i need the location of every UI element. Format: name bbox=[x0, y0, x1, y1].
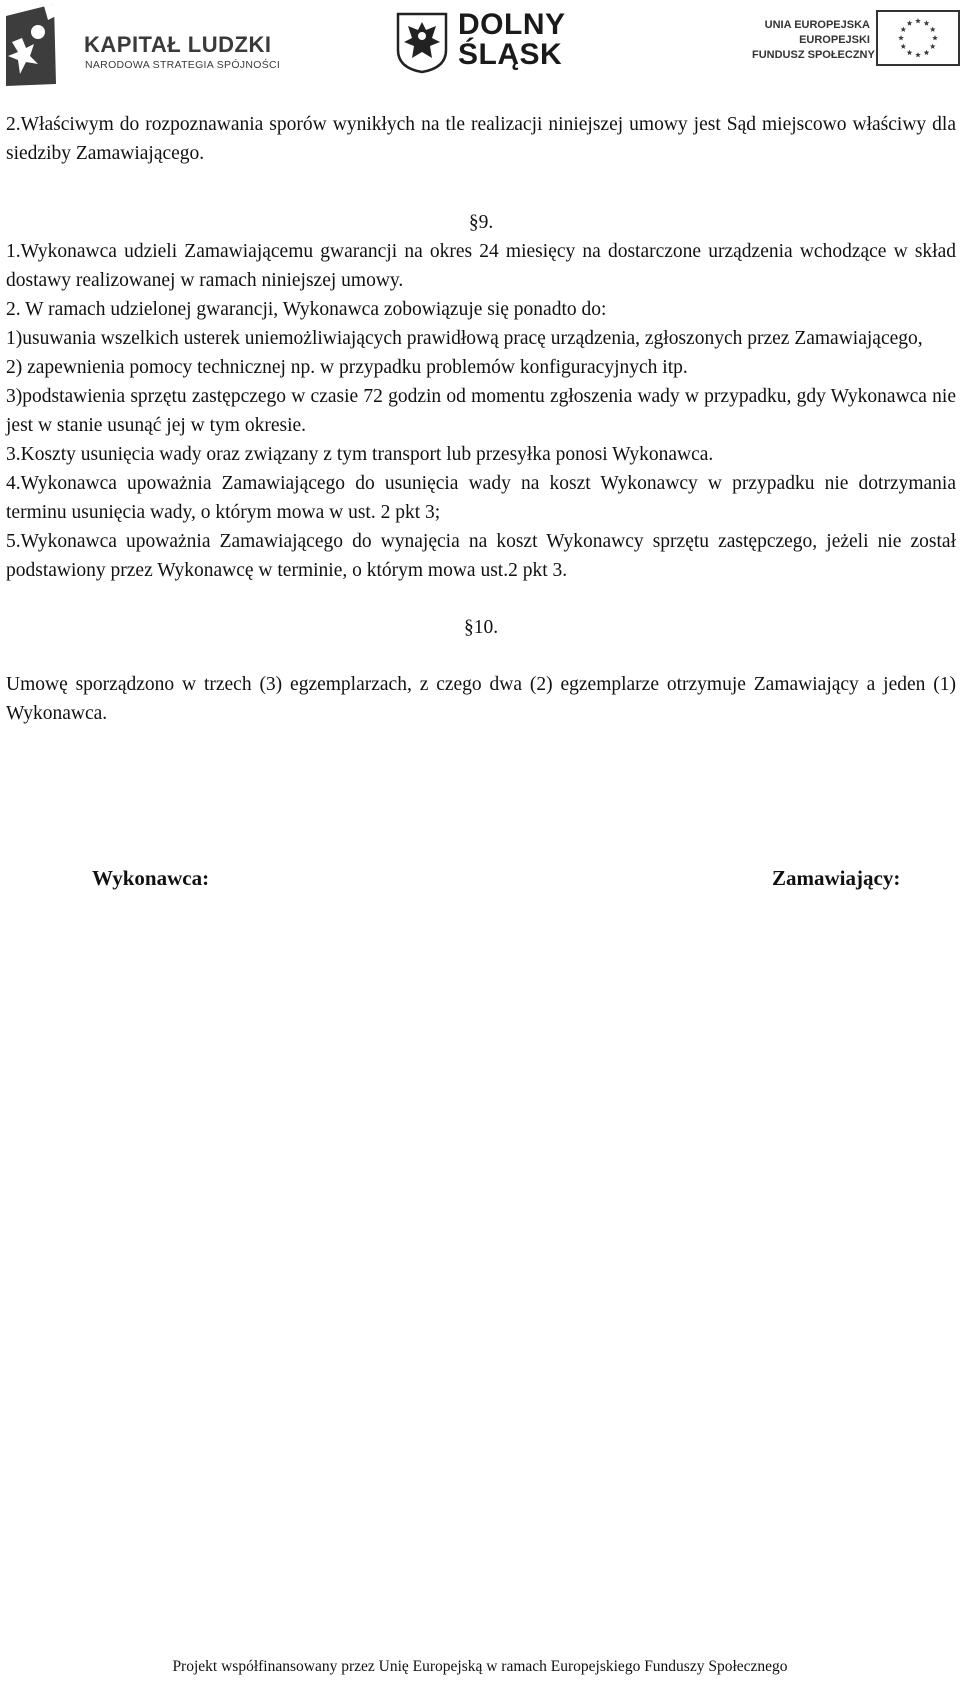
dolny-slask-logo bbox=[396, 6, 596, 86]
section-9-point-4: 4.Wykonawca upoważnia Zamawiającego do usunięcia wady na koszt Wykonawcy w przypadku nie dotrzymania terminu usunięcia wady, o którym mowa w ust. 2 pkt 3; bbox=[6, 473, 956, 523]
slask-text: ŚLĄSK bbox=[458, 38, 563, 71]
kapital-ludzki-subtitle: NARODOWA STRATEGIA SPÓJNOŚCI bbox=[85, 59, 281, 71]
paragraph-jurisdiction: 2.Właściwym do rozpoznawania sporów wynikłych na tle realizacji niniejszej umowy jest Sąd miejscowo właściwy dla siedziby Zamawiającego. bbox=[6, 114, 956, 164]
eu-flag-icon bbox=[876, 10, 960, 66]
section-9-point-2-item-3: 3)podstawienia sprzętu zastępczego w czasie 72 godzin od momentu zgłoszenia wady w przypadku, gdy Wykonawca nie jest w stanie usunąć jej w tym okresie. bbox=[6, 386, 956, 436]
page-footer: Projekt współfinansowany przez Unię Europejską w ramach Europejskiego Funduszy Społecznego bbox=[172, 1658, 788, 1675]
eu-line-2: EUROPEJSKI bbox=[799, 34, 870, 46]
page-header bbox=[0, 0, 960, 96]
section-9-point-5: 5.Wykonawca upoważnia Zamawiającego do wynajęcia na koszt Wykonawcy sprzętu zastępczego, jeżeli nie został podstawiony przez Wykonawcę w terminie, o którym mowa ust.2 pkt 3. bbox=[6, 531, 956, 581]
document-body bbox=[6, 110, 956, 728]
eu-line-3: FUNDUSZ SPOŁECZNY bbox=[752, 49, 875, 61]
section-9-point-2-item-1: 1)usuwania wszelkich usterek uniemożliwiających prawidłową pracę urządzenia, zgłoszonych przez Zamawiającego, bbox=[6, 328, 923, 349]
eu-logo bbox=[752, 8, 960, 88]
kapital-ludzki-emblem-icon bbox=[4, 2, 76, 88]
section-10-paragraph: Umowę sporządzono w trzech (3) egzemplarzach, z czego dwa (2) egzemplarze otrzymuje Zamawiający a jeden (1) Wykonawca. bbox=[6, 674, 956, 724]
dolny-text: DOLNY bbox=[458, 8, 566, 41]
kapital-ludzki-logo bbox=[4, 2, 281, 88]
eagle-crest-icon bbox=[396, 12, 448, 74]
eu-line-1: UNIA EUROPEJSKA bbox=[764, 19, 870, 31]
section-9-heading: §9. bbox=[468, 212, 494, 233]
section-9-point-2: 2. W ramach udzielonej gwarancji, Wykonawca zobowiązuje się ponadto do: bbox=[6, 299, 607, 320]
section-9-point-2-item-2: 2) zapewnienia pomocy technicznej np. w przypadku problemów konfiguracyjnych itp. bbox=[6, 357, 688, 378]
dolny-slask-wordmark bbox=[458, 10, 566, 70]
section-10-heading: §10. bbox=[463, 617, 499, 638]
eu-text-block bbox=[752, 18, 875, 63]
section-9-point-3: 3.Koszty usunięcia wady oraz związany z tym transport lub przesyłka ponosi Wykonawca. bbox=[6, 444, 714, 465]
signature-contractor: Wykonawca: bbox=[92, 866, 210, 890]
section-9-point-1: 1.Wykonawca udzieli Zamawiającemu gwarancji na okres 24 miesięcy na dostarczone urządzenia wchodzące w skład dostawy realizowanej w ramach niniejszej umowy. bbox=[6, 241, 956, 291]
kapital-ludzki-title: KAPITAŁ LUDZKI bbox=[84, 32, 272, 57]
signature-employer: Zamawiający: bbox=[772, 866, 901, 890]
